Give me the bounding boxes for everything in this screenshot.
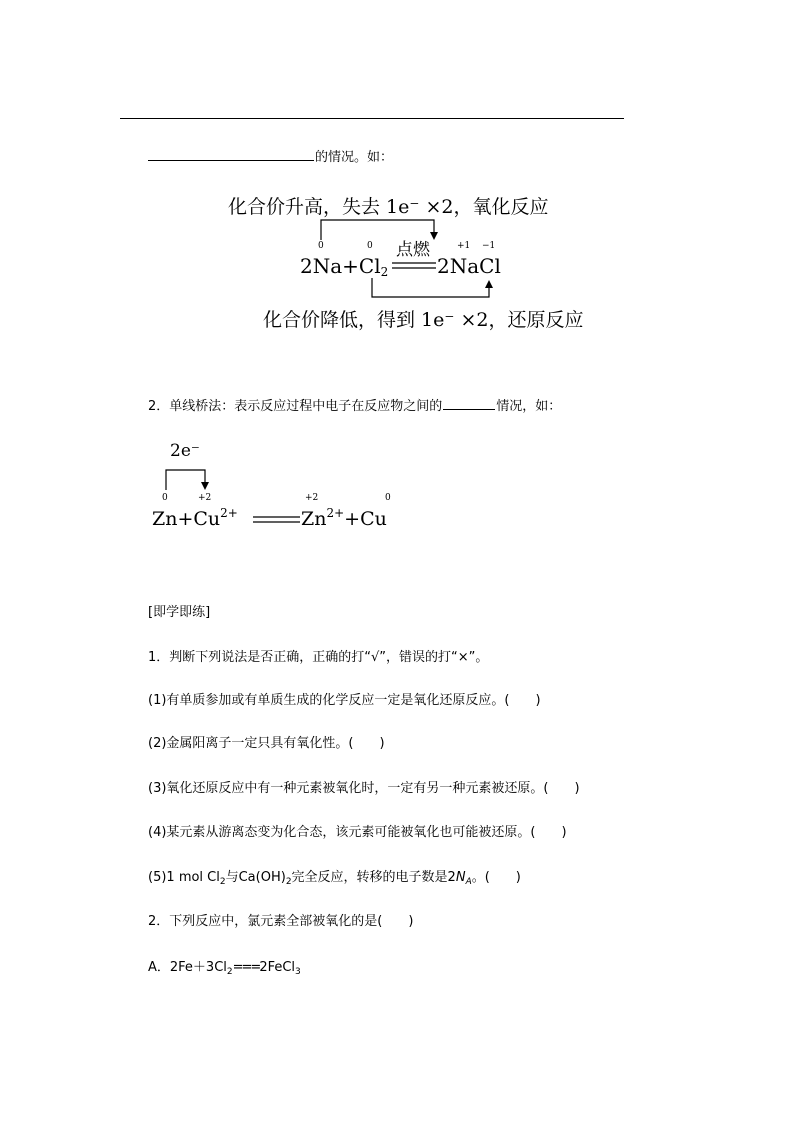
q2-option-a-left: A．2Fe＋3Cl [148,960,227,975]
q1-item-5-d: 。( ) [471,870,521,885]
eq1-top-label: 化合价升高，失去 1e⁻ ×2，氧化反应 [228,196,549,218]
q1-item-5-b-sub: 2 [285,877,292,887]
question-1-stem: 1．判断下列说法是否正确，正确的打“√”，错误的打“×”。 [148,650,489,665]
q1-item-5-na: N [455,870,466,885]
q1-item-5-c: 完全反应，转移的电子数是2 [291,870,456,885]
q1-item-5-na-sub: A [465,877,472,887]
section-2-prefix: 2．单线桥法：表示反应过程中电子在反应物之间的 [148,399,443,414]
q2-option-a-left-sub: 2 [226,967,233,977]
ox-state-na-right: +1 [457,241,471,251]
eq2-right-charge: 2+ [326,506,345,520]
eq2-left-text: Zn+Cu [152,508,221,530]
ox-state-cu-right: 0 [385,493,391,503]
eq1-term1-sub: 2 [380,265,389,279]
eq1-top-bracket [321,220,434,240]
ox-state-zn-left: 0 [162,493,168,503]
eq1-term1: 2Na+Cl [300,254,381,278]
section-2-suffix: 情况，如： [496,399,562,414]
eq1-bottom-label: 化合价降低，得到 1e⁻ ×2，还原反应 [263,309,584,331]
q1-item-5-a: (5)1 mol Cl [148,870,220,885]
eq1-products: 2NaCl [437,254,501,278]
question-2-stem: 2．下列反应中，氯元素全部被氧化的是( ) [148,914,414,929]
ox-state-na-left: 0 [318,241,324,251]
q1-item-2: (2)金属阳离子一定只具有氧化性。( ) [148,736,385,751]
ox-state-cl-left: 0 [367,241,373,251]
q2-option-a-equals: === [232,960,260,975]
q2-option-a-right-sub: 3 [295,967,301,977]
q1-item-3: (3)氧化还原反应中有一种元素被氧化时，一定有另一种元素被还原。( ) [148,781,580,796]
intro-suffix: 的情况。如： [315,150,394,165]
ox-state-cu-left: +2 [198,493,212,503]
ox-state-zn-right: +2 [305,493,319,503]
q1-item-4: (4)某元素从游离态变为化合态，该元素可能被氧化也可能被还原。( ) [148,825,567,840]
q1-item-1: (1)有单质参加或有单质生成的化学反应一定是氧化还原反应。( ) [148,693,541,708]
eq2-right-text: Zn [301,508,327,530]
q2-option-a-right: 2FeCl [259,960,296,975]
q2-option-a [148,960,301,980]
q1-item-5-a-sub: 2 [219,877,226,887]
eq1-bottom-bracket [372,278,489,297]
eq2-right-tail: +Cu [344,508,387,530]
eq2-bracket [166,470,205,490]
q1-item-5 [148,870,521,890]
eq2-left-charge: 2+ [220,506,238,520]
eq2-electrons: 2e⁻ [170,441,200,461]
ox-state-cl-right: −1 [482,241,496,251]
practice-heading: [即学即练] [148,605,211,620]
reaction-condition: 点燃 [396,240,430,260]
q1-item-5-b: 与Ca(OH) [225,870,286,885]
